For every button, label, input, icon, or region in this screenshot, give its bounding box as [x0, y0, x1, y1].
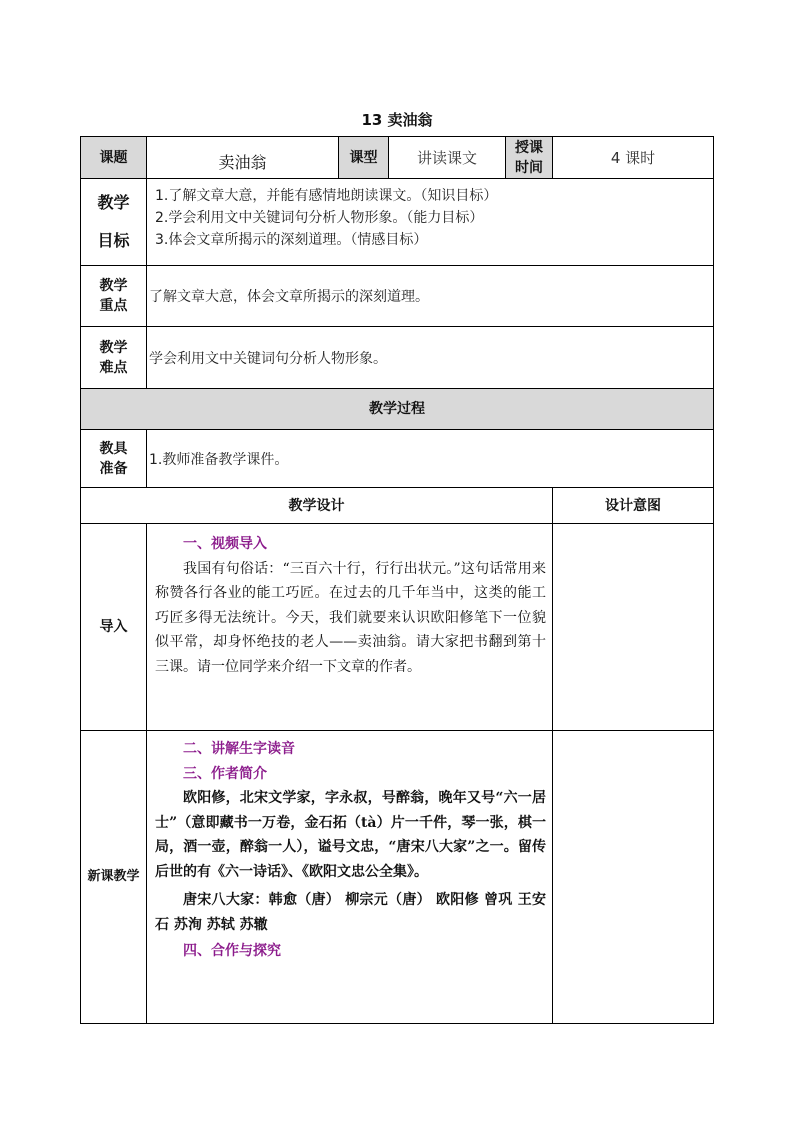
tools-label: 教具准备: [80, 429, 147, 488]
design-header: 教学设计: [80, 487, 553, 524]
page-title: 13 卖油翁: [361, 111, 433, 129]
intent-header: 设计意图: [552, 487, 714, 524]
subject-value: [146, 136, 339, 179]
new-lesson-content: [146, 730, 553, 1024]
subject-label: 课题: [80, 136, 147, 179]
lesson-heading-2: 二、讲解生字读音: [183, 741, 295, 757]
intro-intent-cell: [552, 523, 714, 731]
key-points-label: 教学重点: [80, 265, 147, 327]
author-paragraph: 欧阳修，北宋文学家，字永叔，号醉翁，晚年又号“六一居士”（意即藏书一万卷，金石拓（tà）片一千件，琴一张，棋一局，酒一壶，醉翁一人），谥号文忠，“唐宋八大家”之一。留传后世的有《六一诗话》、《欧阳文忠公全集》。: [155, 790, 546, 880]
intro-paragraph: 我国有句俗话：“三百六十行，行行出状元。”这句话常用来称赞各行各业的能工巧匠。在过去的几千年当中，这类的能工巧匠多得无法统计。今天，我们就要来认识欧阳修笔下一位貌似平常，却身怀绝技的老人——卖油翁。请大家把书翻到第十三课。请一位同学来介绍一下文章的作者。: [155, 560, 546, 675]
lesson-heading-4: 四、合作与探究: [183, 943, 281, 959]
eight-masters: 唐宋八大家：韩愈（唐） 柳宗元（唐） 欧阳修 曾巩 王安石 苏洵 苏轼 苏辙: [155, 892, 546, 933]
new-lesson-intent-cell: [552, 730, 714, 1024]
new-lesson-label: 新课教学: [80, 730, 147, 1024]
lesson-heading-3: 三、作者简介: [183, 765, 267, 782]
intro-heading: 一、视频导入: [183, 536, 267, 552]
goal-item: 3.体会文章所揭示的深刻道理。（情感目标）: [155, 232, 428, 248]
goals-label: 教学目标: [80, 178, 147, 266]
intro-label: 导入: [80, 523, 147, 731]
type-label: 课型: [338, 136, 389, 179]
time-label: 授课时间: [505, 136, 553, 179]
difficulties-label: 教学难点: [80, 326, 147, 389]
goal-item: 2.学会利用文中关键词句分析人物形象。（能力目标）: [155, 210, 484, 226]
intro-content: [146, 523, 553, 731]
tools-text: 1.教师准备教学课件。: [146, 429, 714, 488]
goal-item: 1.了解文章大意，并能有感情地朗读课文。（知识目标）: [155, 188, 498, 204]
time-value: 4 课时: [552, 136, 714, 179]
lesson-plan-table: [80, 136, 714, 1024]
process-header: 教学过程: [80, 388, 714, 430]
subject-value-text: 卖油翁: [218, 153, 267, 172]
key-points-text: 了解文章大意，体会文章所揭示的深刻道理。: [146, 265, 714, 327]
goals-content: [146, 178, 714, 266]
difficulties-text: 学会利用文中关键词句分析人物形象。: [146, 326, 714, 389]
type-value: 讲读课文: [388, 136, 506, 179]
